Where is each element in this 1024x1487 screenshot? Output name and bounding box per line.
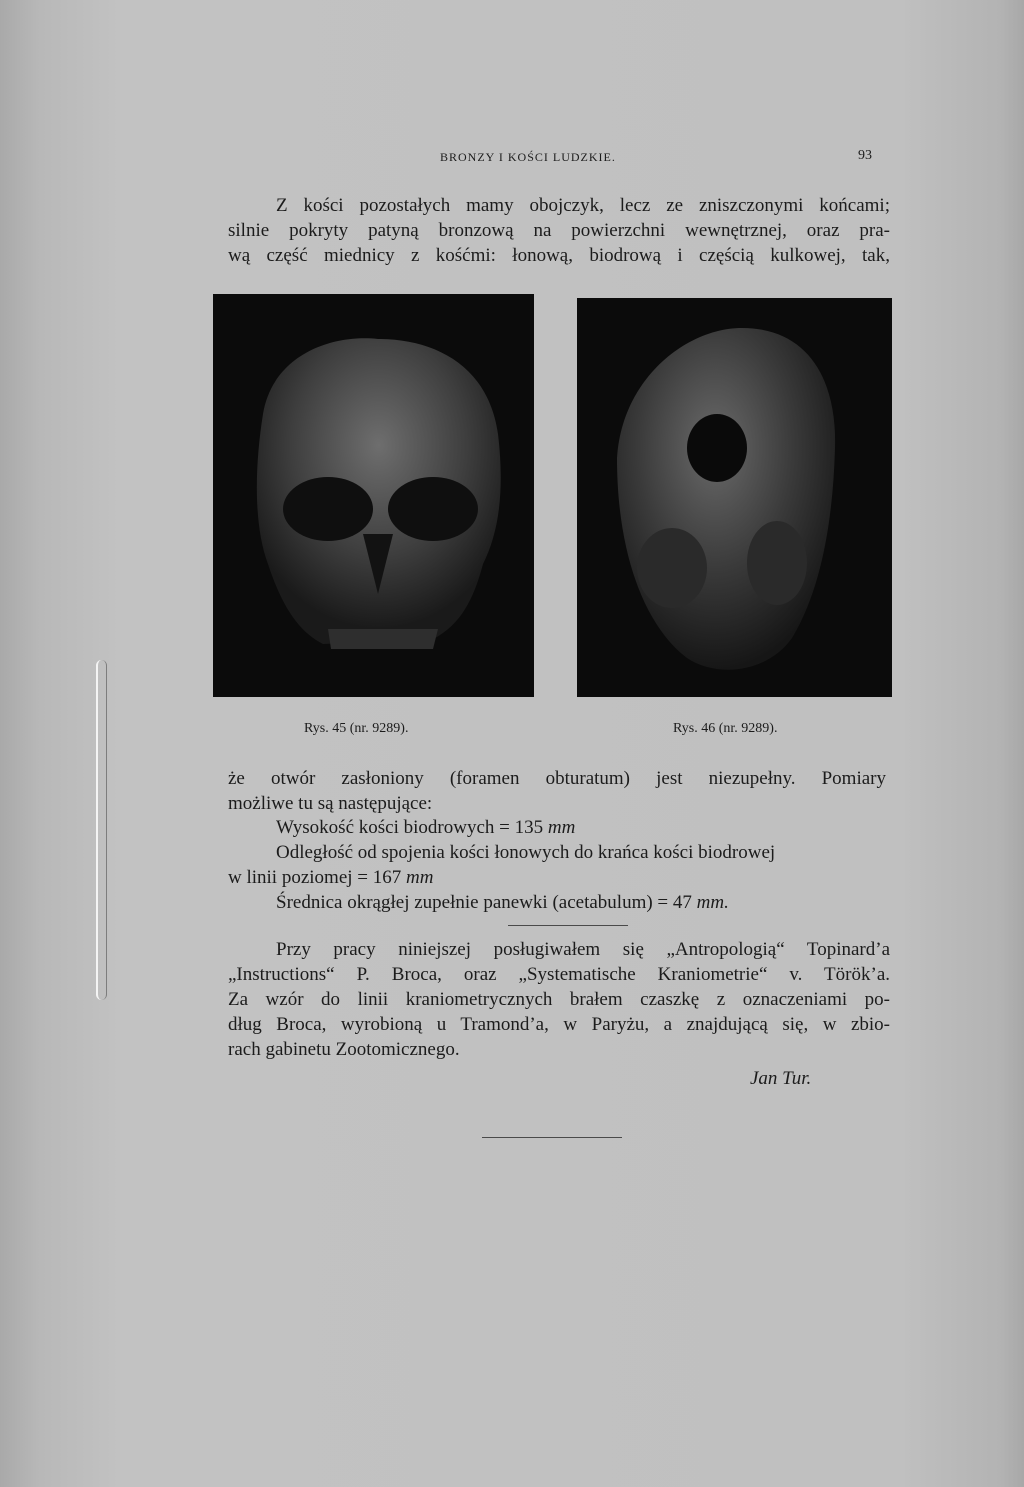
figure-45-caption: Rys. 45 (nr. 9289). xyxy=(304,721,409,736)
paragraph-line: Przy pracy niniejszej posługiwałem się „Antropologią“ Topinard’a xyxy=(276,939,890,960)
paragraph-intro xyxy=(228,193,890,268)
paragraph-line: Z kości pozostałych mamy obojczyk, lecz ze zniszczonymi końcami; xyxy=(276,195,890,216)
figure-46-caption: Rys. 46 (nr. 9289). xyxy=(673,721,778,736)
paragraph-measurements-intro xyxy=(228,766,886,816)
measurement-line: w linii poziomej = 167 mm xyxy=(228,867,434,888)
measurements-list xyxy=(228,815,898,915)
paragraph-sources xyxy=(228,937,890,1062)
figure-45-skull-front xyxy=(213,294,534,697)
skull-base-illustration xyxy=(577,298,892,697)
paragraph-line: wą część miednicy z kośćmi: łonową, biodrową i częścią kulkowej, tak, xyxy=(228,245,890,266)
paragraph-line: że otwór zasłoniony (foramen obturatum) jest niezupełny. Pomiary xyxy=(228,768,886,789)
paragraph-line: możliwe tu są następujące: xyxy=(228,793,433,814)
measurement-line: Odległość od spojenia kości łonowych do krańca kości biodrowej xyxy=(276,842,776,863)
skull-front-illustration xyxy=(213,294,534,697)
paragraph-line: silnie pokryty patyną bronzową na powierzchni wewnętrznej, oraz pra- xyxy=(228,220,890,241)
paragraph-line: dług Broca, wyrobioną u Tramond’a, w Paryżu, a znajdującą się, w zbio- xyxy=(228,1014,890,1035)
page-number: 93 xyxy=(858,148,872,163)
figure-46-skull-base xyxy=(577,298,892,697)
author-signature: Jan Tur. xyxy=(750,1068,812,1089)
running-title: BRONZY I KOŚCI LUDZKIE. xyxy=(440,150,616,164)
section-divider xyxy=(508,925,628,926)
end-divider xyxy=(482,1137,622,1138)
page-fold-mark xyxy=(96,660,107,1000)
measurement-line: Średnica okrągłej zupełnie panewki (acetabulum) = 47 mm. xyxy=(276,892,729,913)
paragraph-line: „Instructions“ P. Broca, oraz „Systematische Kraniometrie“ v. Török’a. xyxy=(228,964,890,985)
measurement-line: Wysokość kości biodrowych = 135 mm xyxy=(276,817,576,838)
paragraph-line: rach gabinetu Zootomicznego. xyxy=(228,1039,460,1060)
paragraph-line: Za wzór do linii kraniometrycznych brałem czaszkę z oznaczeniami po- xyxy=(228,989,890,1010)
